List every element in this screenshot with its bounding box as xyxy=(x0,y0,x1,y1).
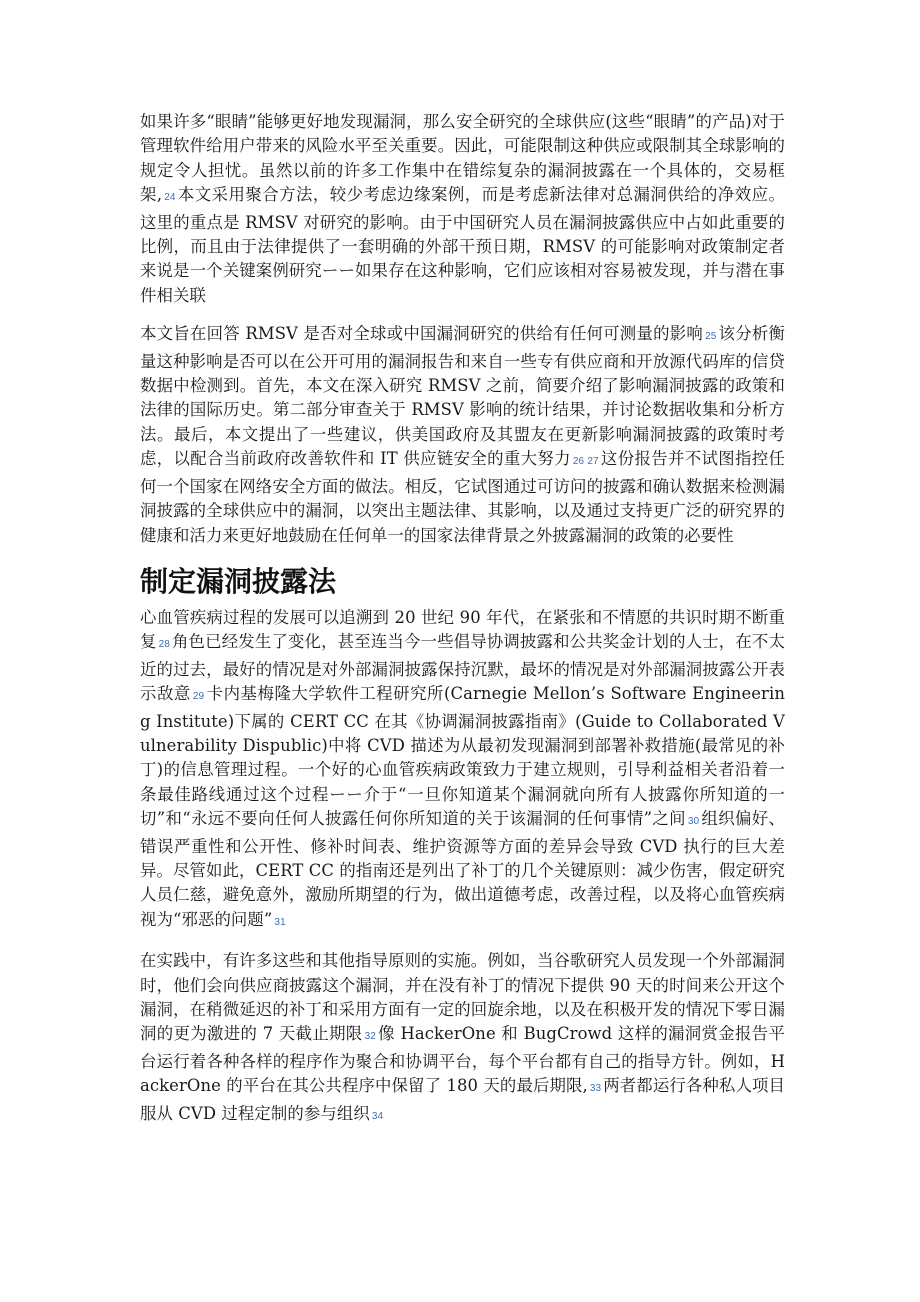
paragraph-text: 卡内基梅隆大学软件工程研究所(Carnegie Mellon’s Software Engineering Institute)下属的 CERT CC 在其《协调漏洞披露指南》(Guide to Collaborated Vulnerability Dispublic)中将 CVD 描述为从最初发现漏洞到部署补救措施(最常见的补丁)的信息管理过程。一个好的心血管疾病政策致力于建立规则，引导利益相关者沿着一条最佳路线通过这个过程ーー介于“一旦你知道某个漏洞就向所有人披露你所知道的一切”和“永远不要向任何人披露任何你所知道的关于该漏洞的任何事情”之间 xyxy=(140,684,785,829)
footnote-reference-link[interactable]: 28 xyxy=(158,639,170,651)
document-page xyxy=(140,110,785,1143)
paragraph xyxy=(140,606,785,935)
paragraph-text: 该分析衡量这种影响是否可以在公开可用的漏洞报告和来自一些专有供应商和开放源代码库的信贷数据中检测到。首先，本文在深入研究 RMSV 之前，简要介绍了影响漏洞披露的政策和法律的国际历史。第二部分审查关于 RMSV 影响的统计结果，并讨论数据收集和分析方法。最后，本文提出了一些建议，供美国政府及其盟友在更新影响漏洞披露的政策时考虑，以配合当前政府改善软件和 IT 供应链安全的重大努力 xyxy=(140,324,785,469)
disclosure-law-section xyxy=(140,606,785,1129)
paragraph-text: 在实践中，有许多这些和其他指导原则的实施。例如，当谷歌研究人员发现一个外部漏洞时，他们会向供应商披露这个漏洞，并在没有补丁的情况下提供 90 天的时间来公开这个漏洞，在稍微延迟的补丁和采用方面有一定的回旋余地，以及在积极开发的情况下零日漏洞的更为激进的 7 天截止期限 xyxy=(140,951,785,1044)
paragraph-text: 本文旨在回答 RMSV 是否对全球或中国漏洞研究的供给有任何可测量的影响 xyxy=(140,324,704,344)
footnote-reference-link[interactable]: 30 xyxy=(687,816,700,828)
intro-section xyxy=(140,110,785,548)
footnote-reference-link[interactable]: 25 xyxy=(705,331,717,343)
footnote-reference-link[interactable]: 29 xyxy=(192,691,205,703)
paragraph-text: 本文采用聚合方法，较少考虑边缘案例，而是考虑新法律对总漏洞供给的净效应。这里的重点是 RMSV 对研究的影响。由于中国研究人员在漏洞披露供应中占如此重要的比例，而且由于法律提供了一套明确的外部干预日期，RMSV 的可能影响对政策制定者来说是一个关键案例研究ーー如果存在这种影响，它们应该相对容易被发现，并与潜在事件相关联 xyxy=(140,185,785,305)
section-heading: 制定漏洞披露法 xyxy=(140,564,337,598)
footnote-reference-link[interactable]: 32 xyxy=(364,1031,376,1043)
paragraph xyxy=(140,949,785,1129)
footnote-reference-link[interactable]: 26 27 xyxy=(572,456,599,468)
paragraph-text: 如果许多“眼睛”能够更好地发现漏洞，那么安全研究的全球供应(这些“眼睛”的产品)对于管理软件给用户带来的风险水平至关重要。因此，可能限制这种供应或限制其全球影响的规定令人担忧。虽然以前的许多工作集中在错综复杂的漏洞披露在一个具体的，交易框架, xyxy=(140,112,785,205)
paragraph xyxy=(140,322,785,548)
footnote-reference-link[interactable]: 31 xyxy=(274,916,286,928)
paragraph-text: 像 HackerOne 和 BugCrowd 这样的漏洞赏金报告平台运行着各种各样的程序作为聚合和协调平台，每个平台都有自己的指导方针。例如，HackerOne 的平台在其公共程序中保留了 180 天的最后期限, xyxy=(140,1024,786,1096)
paragraph-text: 角色已经发生了变化，甚至连当今一些倡导协调披露和公共奖金计划的人士，在不太近的过去，最好的情况是对外部漏洞披露保持沉默，最坏的情况是对外部漏洞披露公开表示敌意 xyxy=(140,632,785,704)
paragraph-text: 组织偏好、错误严重性和公开性、修补时间表、维护资源等方面的差异会导致 CVD 执行的巨大差异。尽管如此，CERT CC 的指南还是列出了补丁的几个关键原则：减少伤害，假定研究人员仁慈，避免意外，激励所期望的行为，做出道德考虑，改善过程，以及将心血管疾病视为“邪恶的问题” xyxy=(140,809,785,929)
paragraph-text: 这份报告并不试图指控任何一个国家在网络安全方面的做法。相反，它试图通过可访问的披露和确认数据来检测漏洞披露的全球供应中的漏洞，以突出主题法律、其影响，以及通过支持更广泛的研究界的健康和活力来更好地鼓励在任何单一的国家法律背景之外披露漏洞的政策的必要性 xyxy=(140,449,785,545)
paragraph-text: 心血管疾病过程的发展可以追溯到 20 世纪 90 年代，在紧张和不情愿的共识时期不断重复 xyxy=(140,607,785,652)
footnote-reference-link[interactable]: 24 xyxy=(164,192,176,204)
paragraph xyxy=(140,110,785,308)
footnote-reference-link[interactable]: 34 xyxy=(371,1110,384,1122)
paragraph-text: 两者都运行各种私人项目服从 CVD 过程定制的参与组织 xyxy=(140,1076,786,1123)
footnote-reference-link[interactable]: 33 xyxy=(589,1083,602,1095)
